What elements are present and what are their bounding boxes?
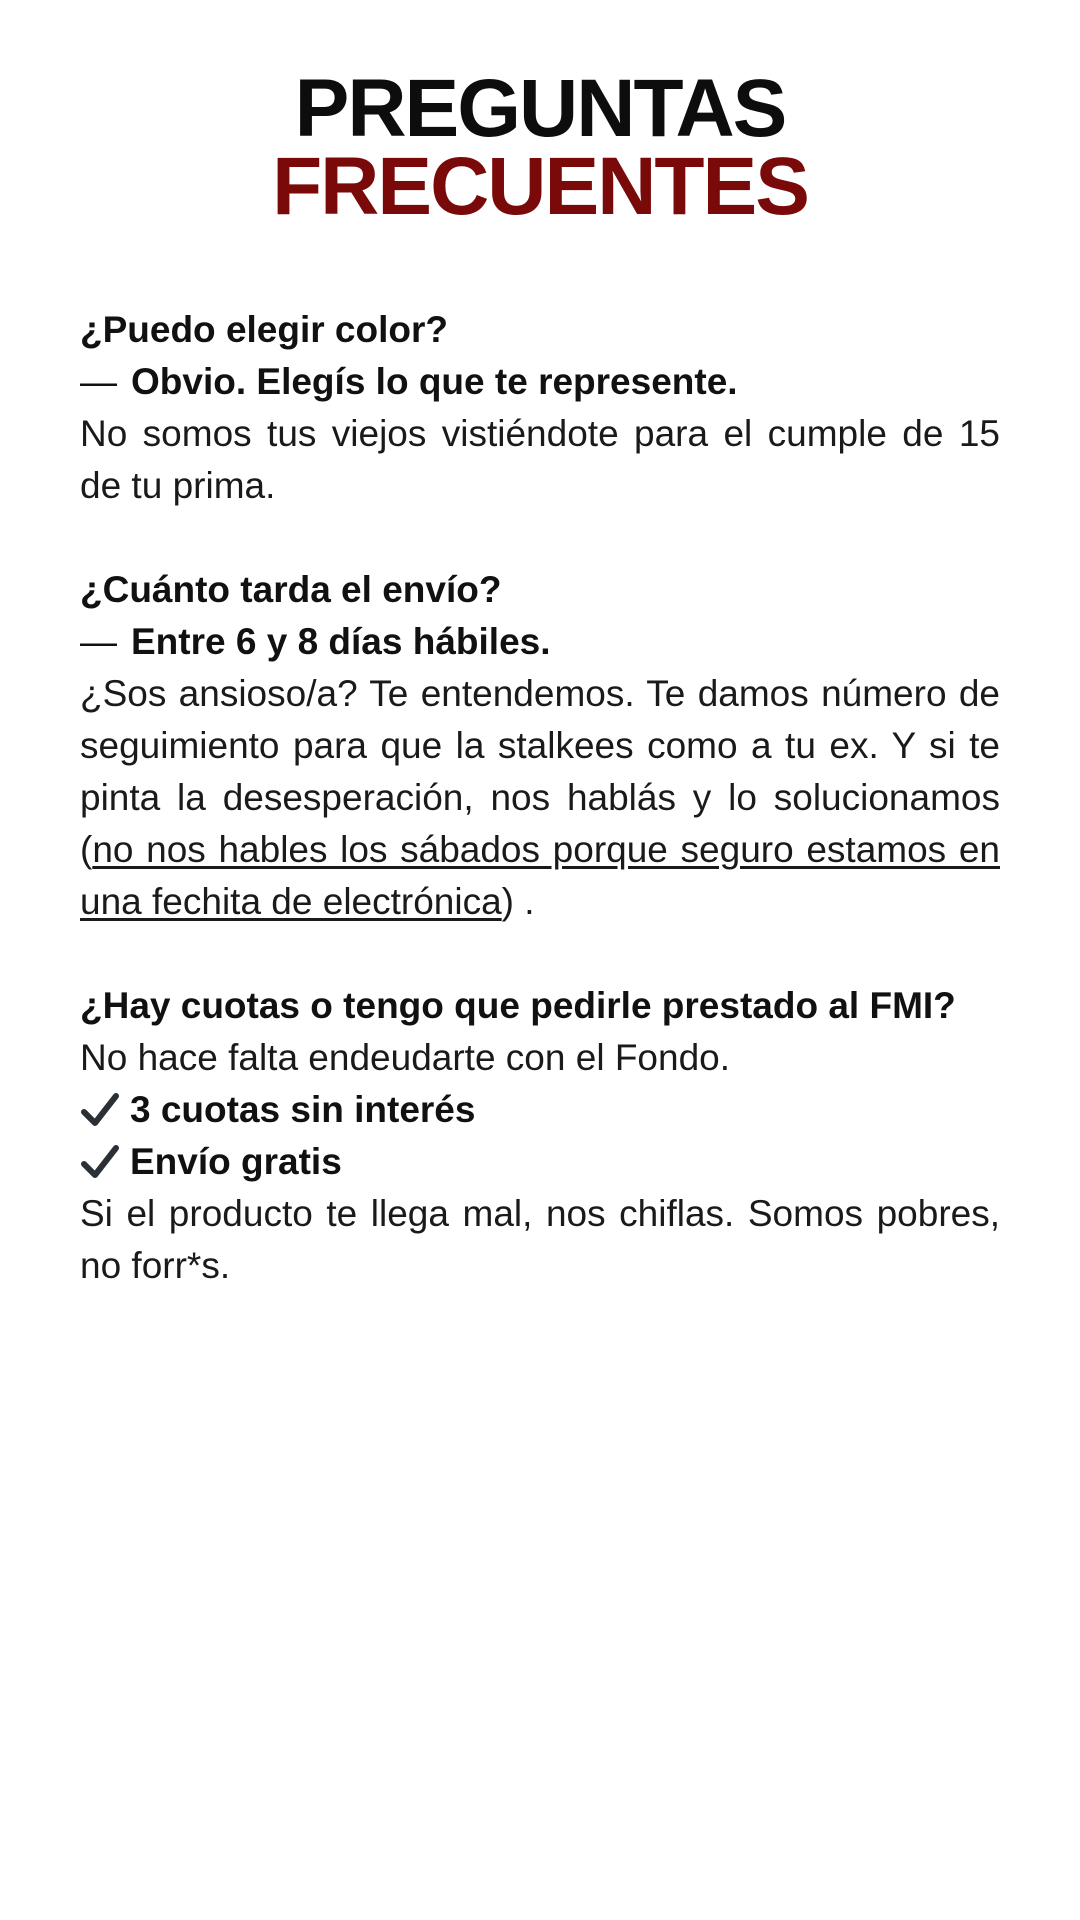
faq-item-installments [80, 980, 1000, 1292]
check-item-label: 3 cuotas sin interés [130, 1089, 476, 1130]
check-item-free-shipping [80, 1136, 1000, 1188]
faq-answer-lead [80, 356, 1000, 408]
faq-question: ¿Hay cuotas o tengo que pedirle prestado al FMI? [80, 985, 956, 1026]
check-icon [80, 1142, 120, 1182]
title-line-2: FRECUENTES [272, 141, 808, 232]
faq-answer-body-post: ) . [501, 881, 535, 922]
check-item-label: Envío gratis [130, 1141, 342, 1182]
faq-answer-lead-text: Entre 6 y 8 días hábiles. [131, 621, 551, 662]
faq-answer-lead-text: Obvio. Elegís lo que te represente. [131, 361, 738, 402]
check-item-installments [80, 1084, 1000, 1136]
faq-item-shipping [80, 564, 1000, 928]
faq-question: ¿Puedo elegir color? [80, 309, 448, 350]
faq-answer-body-pre: ¿Sos ansioso/a? Te entendemos. Te damos número de seguimiento para que la stalkees como a tu ex. Y si te pinta la desesperación, nos hablás y lo solucionamos ( [80, 673, 1000, 870]
page-title [80, 63, 1000, 232]
dash: — [80, 621, 117, 662]
faq-answer-body [80, 668, 1000, 928]
faq-list [80, 304, 1000, 1292]
faq-closing-text: Si el producto te llega mal, nos chiflas. Somos pobres, no forr*s. [80, 1193, 1000, 1286]
faq-answer-lead [80, 616, 1000, 668]
title-line-1: PREGUNTAS [294, 63, 786, 154]
faq-answer-body: No hace falta endeudarte con el Fondo. [80, 1037, 731, 1078]
faq-question: ¿Cuánto tarda el envío? [80, 569, 502, 610]
faq-item-color [80, 304, 1000, 512]
faq-answer-body-underlined: no nos hables los sábados porque seguro estamos en una fechita de electrónica [80, 829, 1000, 922]
faq-answer-body: No somos tus viejos vistiéndote para el cumple de 15 de tu prima. [80, 413, 1000, 506]
dash: — [80, 361, 117, 402]
check-icon [80, 1090, 120, 1130]
